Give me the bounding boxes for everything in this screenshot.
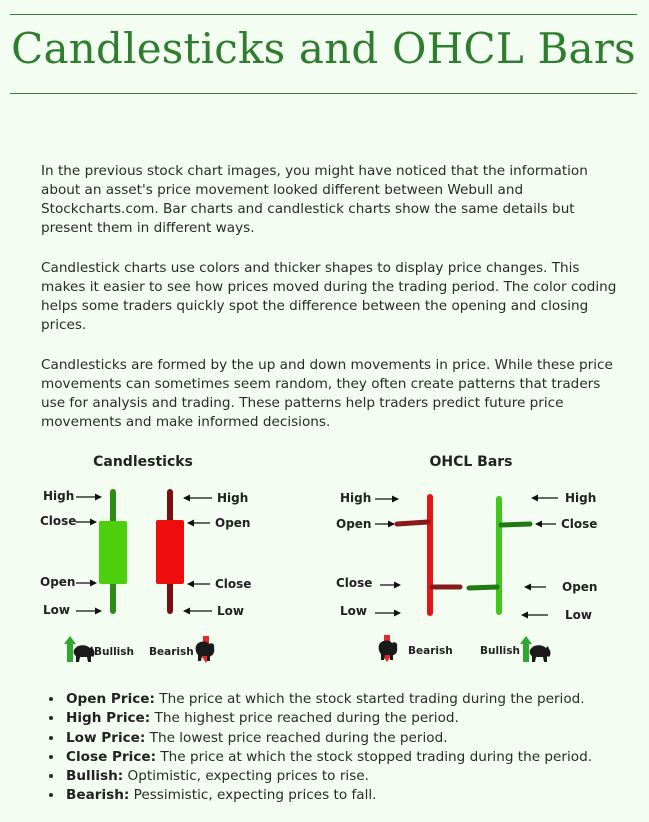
bullish-bull-icon: [64, 636, 95, 662]
list-item: [64, 767, 592, 786]
bar-low-label-left: Low: [340, 604, 367, 618]
definition-text: The price at which the stock stopped trading during the period.: [156, 748, 593, 765]
bull-open-label: Open: [40, 575, 76, 589]
list-item: [64, 748, 592, 767]
definition-text: The price at which the stock started trading during the period.: [154, 691, 585, 707]
bear-low-label: Low: [217, 604, 244, 618]
bar-low-label-right: Low: [565, 608, 592, 622]
patterns-paragraph: Candlesticks are formed by the up and down movements in price. While these price movements can sometimes seem random, they often create patterns that traders use for analysis and trading. These patterns help traders predict future price movements and make informed decisions.: [41, 357, 613, 430]
bearish-label: Bearish: [149, 646, 194, 658]
definition-term: Bearish:: [66, 787, 130, 804]
bar-open-label-left: Open: [336, 517, 372, 531]
page-title: Candlesticks and OHCL Bars: [11, 24, 636, 73]
definitions-list: [42, 690, 592, 806]
list-item: [64, 729, 592, 748]
bottom-rule: [10, 93, 637, 94]
bullish-label-bars: Bullish: [480, 645, 521, 657]
bar-open-label-right: Open: [562, 580, 598, 594]
ohcl-bullish-bar: [469, 499, 530, 612]
list-item: [64, 786, 592, 805]
bar-close-label-left: Close: [336, 576, 373, 590]
bearish-label-bars: Bearish: [408, 645, 453, 657]
definition-term: High Price:: [66, 710, 151, 727]
candles-bars-diagram: [0, 440, 649, 680]
ohcl-bearish-bar: [397, 497, 460, 613]
list-item: [64, 690, 592, 709]
definition-term: Open Price:: [66, 691, 155, 707]
top-rule: [10, 14, 637, 15]
definition-term: Bullish:: [66, 768, 124, 785]
bear-open-label: Open: [215, 516, 251, 530]
bar-high-label-right: High: [565, 491, 597, 505]
bull-close-label: Close: [40, 514, 77, 528]
bear-close-label: Close: [215, 577, 252, 591]
definition-text: Optimistic, expecting prices to rise.: [123, 768, 369, 785]
bar-high-label-left: High: [340, 491, 372, 505]
bearish-candle: [156, 492, 184, 611]
definition-text: Pessimistic, expecting prices to fall.: [129, 787, 377, 804]
definition-term: Low Price:: [66, 729, 146, 746]
bar-close-label-right: Close: [561, 517, 598, 531]
bull-low-label: Low: [43, 603, 70, 617]
candlesticks-title: Candlesticks: [93, 454, 193, 470]
intro-paragraph: In the previous stock chart images, you might have noticed that the information about an asset's price movement looked different between Webull and Stockcharts.com. Bar charts and candlestick charts show the same details but present them in different ways.: [41, 163, 588, 236]
candlestick-paragraph: Candlestick charts use colors and thicker shapes to display price changes. This makes it easier to see how prices moved during the trading period. The color coding helps some traders quickly spot the difference between the opening and closing prices.: [41, 260, 617, 333]
bullish-bull-icon-bars: [520, 636, 551, 662]
bear-high-label: High: [217, 491, 249, 505]
list-item: [64, 709, 592, 728]
definition-text: The lowest price reached during the period.: [145, 729, 448, 746]
bearish-bear-icon-bars: [379, 635, 398, 662]
bearish-bear-icon: [196, 636, 215, 663]
definition-text: The highest price reached during the period.: [150, 710, 459, 727]
bullish-candle: [99, 492, 127, 611]
ohcl-bars-title: OHCL Bars: [429, 454, 513, 470]
bull-high-label: High: [43, 489, 75, 503]
definition-term: Close Price:: [66, 748, 157, 765]
bullish-label: Bullish: [94, 646, 135, 658]
